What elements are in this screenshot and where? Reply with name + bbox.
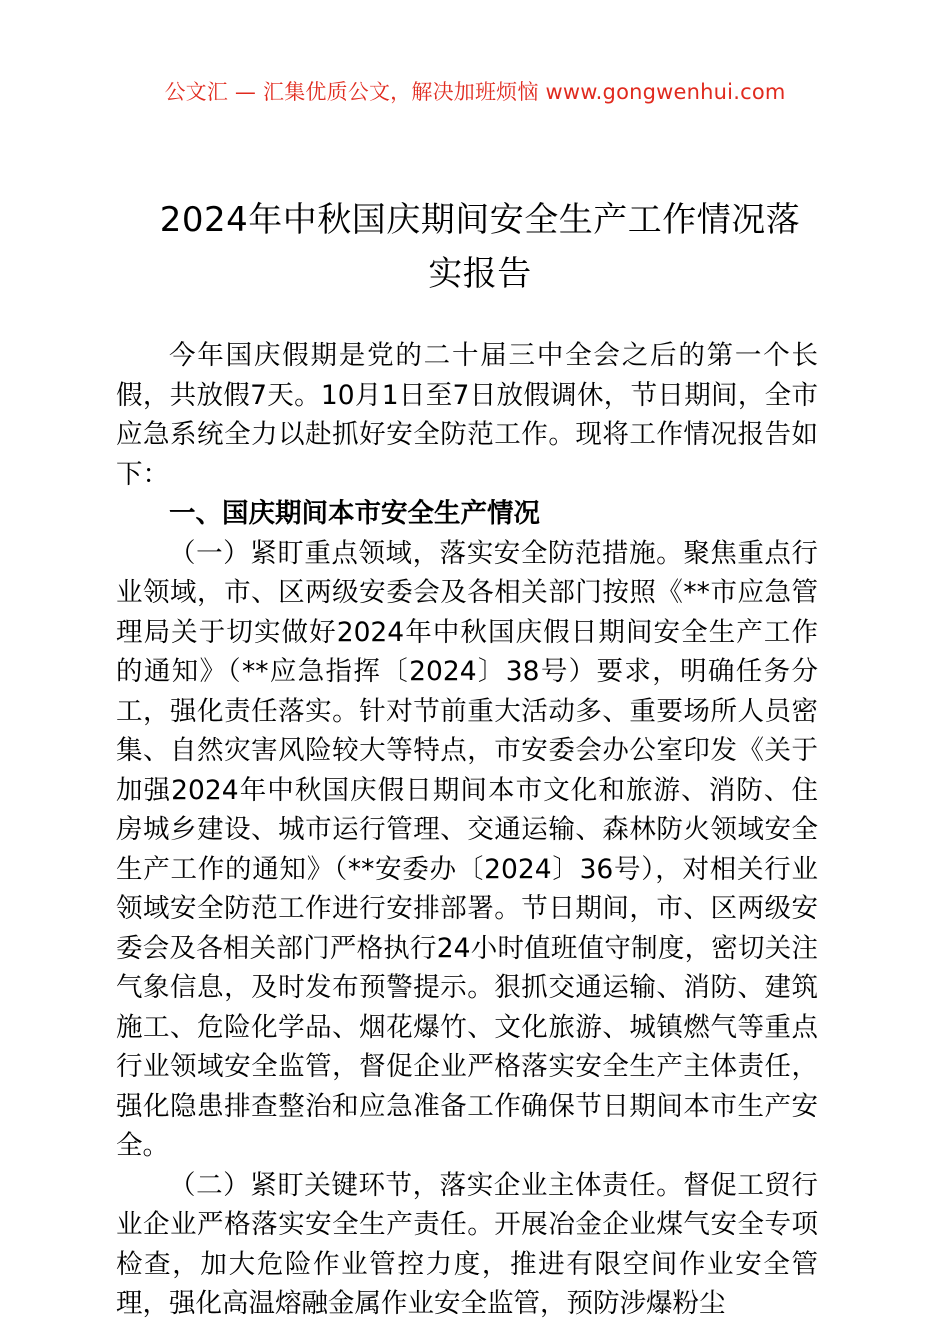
paragraph-section-1-2: （二）紧盯关键环节，落实企业主体责任。督促工贸行业企业严格落实安全生产责任。开展冶金企业煤气安全专项检查，加大危险作业管控力度，推进有限空间作业安全管理，强化高温熔融金属作业安全监管，预防涉爆粉尘 bbox=[116, 1169, 818, 1319]
document-body bbox=[116, 336, 818, 1324]
document-title: 2024年中秋国庆期间安全生产工作情况落实报告 bbox=[159, 199, 801, 294]
section-heading-1: 一、国庆期间本市安全生产情况 bbox=[169, 498, 540, 529]
paragraph-section-1-1: （一）紧盯重点领域，落实安全防范措施。聚焦重点行业领域，市、区两级安委会及各相关部门按照《**市应急管理局关于切实做好2024年中秋国庆假日期间安全生产工作的通知》（**应急指挥〔2024〕38号）要求，明确任务分工，强化责任落实。针对节前重大活动多、重要场所人员密集、自然灾害风险较大等特点，市安委会办公室印发《关于加强2024年中秋国庆假日期间本市文化和旅游、消防、住房城乡建设、城市运行管理、交通运输、森林防火领域安全生产工作的通知》（**安委办〔2024〕36号），对相关行业领域安全防范工作进行安排部署。节日期间，市、区两级安委会及各相关部门严格执行24小时值班值守制度，密切关注气象信息，及时发布预警提示。狠抓交通运输、消防、建筑施工、危险化学品、烟花爆竹、文化旅游、城镇燃气等重点行业领域安全监管，督促企业严格落实安全生产主体责任，强化隐患排查整治和应急准备工作确保节日期间本市生产安全。 bbox=[116, 537, 818, 1161]
site-watermark-header: 公文汇 — 汇集优质公文，解决加班烦恼 www.gongwenhui.com bbox=[164, 80, 786, 104]
paragraph-intro: 今年国庆假期是党的二十届三中全会之后的第一个长假，共放假7天。10月1日至7日放假调休，节日期间，全市应急系统全力以赴抓好安全防范工作。现将工作情况报告如下： bbox=[116, 340, 818, 490]
